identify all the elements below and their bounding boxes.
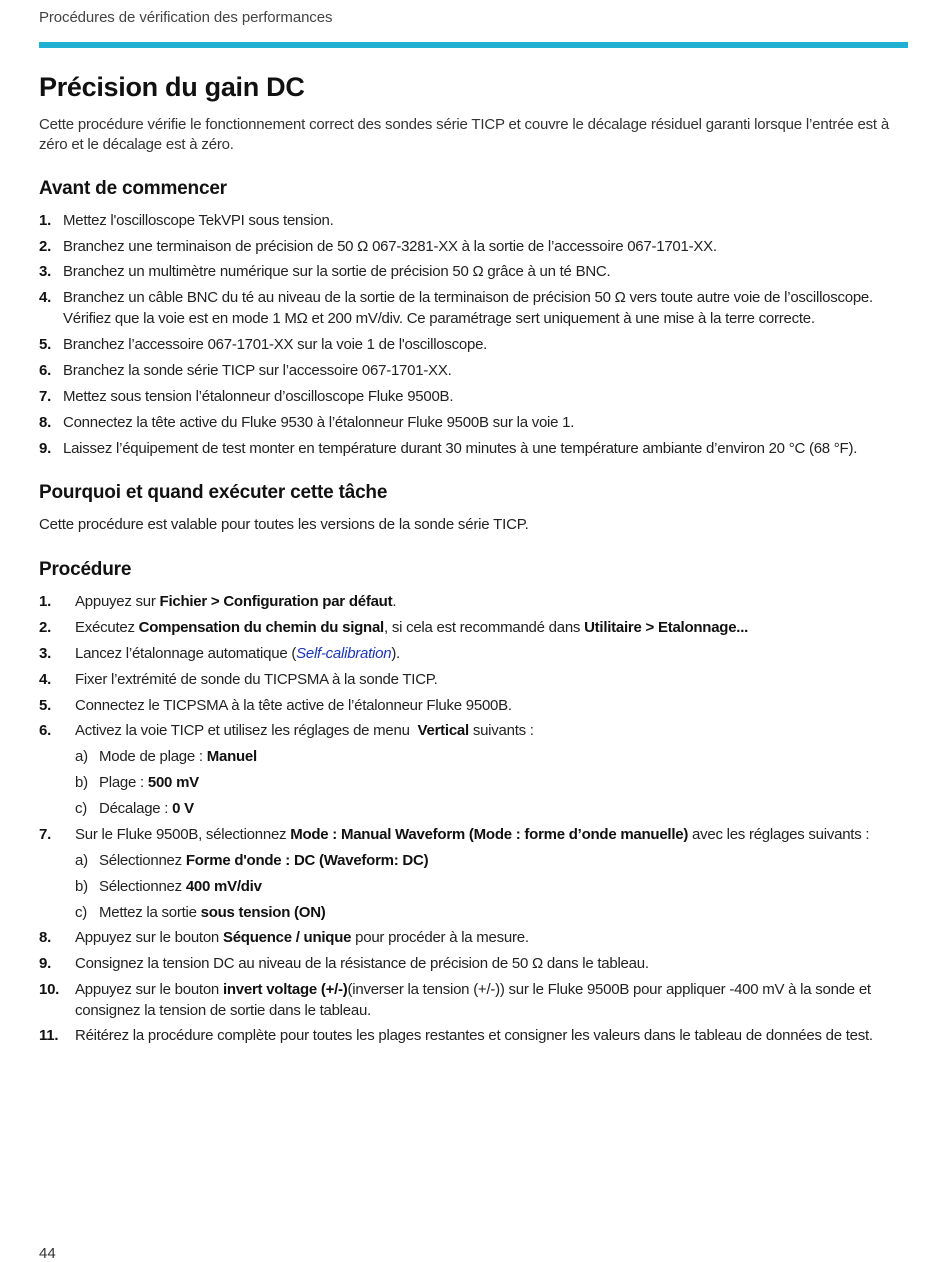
substep-text — [99, 877, 905, 897]
procedure-step-9 — [39, 954, 909, 975]
step-text: Connectez le TICPSMA à la tête active de l’étalonneur Fluke 9500B. — [75, 697, 512, 714]
before-item-8 — [39, 413, 909, 434]
item-number: 5. — [39, 336, 52, 353]
substep-text — [99, 799, 905, 819]
step-text-part: Exécutez — [75, 619, 139, 636]
step-text — [75, 980, 909, 1021]
procedure-step-3 — [39, 644, 909, 665]
step-number: 6. — [39, 722, 52, 739]
setting-value: 500 mV — [147, 774, 199, 791]
step-text — [75, 928, 909, 949]
before-item-5 — [39, 335, 909, 356]
setting-value: 400 mV/div — [185, 878, 262, 895]
step-text-part: pour procéder à la mesure. — [351, 929, 529, 946]
before-item-9 — [39, 439, 909, 460]
substep-letter: b) — [75, 774, 88, 791]
item-number: 3. — [39, 263, 52, 280]
page-number: 44 — [39, 1245, 56, 1262]
step-number: 2. — [39, 619, 52, 636]
procedure-substep-7a — [75, 851, 905, 871]
setting-value: Forme d'onde : DC (Waveform: DC) — [185, 852, 429, 869]
item-number: 1. — [39, 212, 52, 229]
procedure-heading: Procédure — [39, 559, 132, 580]
step-number: 4. — [39, 671, 52, 688]
before-item-1 — [39, 211, 909, 232]
procedure-substep-6c — [75, 799, 905, 819]
substep-letter: b) — [75, 878, 88, 895]
button-name: Séquence / unique — [222, 929, 352, 946]
item-text: Branchez l’accessoire 067-1701-XX sur la voie 1 de l'oscilloscope. — [63, 336, 488, 353]
step-text: Consignez la tension DC au niveau de la résistance de précision de 50 Ω dans le tableau. — [75, 955, 649, 972]
step-text-part: avec les réglages suivants : — [688, 826, 870, 843]
step-number: 3. — [39, 645, 52, 662]
step-text-part: Activez la voie TICP et utilisez les réglages de menu — [75, 722, 418, 739]
substep-letter: c) — [75, 800, 87, 817]
header-rule — [39, 42, 908, 48]
procedure-step-7 — [39, 825, 909, 846]
button-name: invert voltage (+/-) — [222, 981, 348, 998]
item-number: 2. — [39, 238, 52, 255]
procedure-step-10 — [39, 980, 909, 1021]
step-text-part: Appuyez sur le bouton — [75, 929, 223, 946]
page-title: Précision du gain DC — [39, 72, 305, 102]
setting-value: sous tension (ON) — [200, 904, 326, 921]
self-calibration-link[interactable]: Self-calibration — [296, 645, 392, 662]
step-number: 1. — [39, 593, 52, 610]
step-text-part: . — [392, 593, 397, 610]
step-text-part: Sur le Fluke 9500B, sélectionnez — [75, 826, 291, 843]
before-item-3 — [39, 262, 909, 283]
substep-text — [99, 903, 905, 923]
step-text — [75, 644, 909, 665]
procedure-substep-7c — [75, 903, 905, 923]
item-number: 6. — [39, 362, 52, 379]
item-text: Branchez un câble BNC du té au niveau de la sortie de la terminaison de précision 50 Ω vers toute autre voie de l’oscilloscope. Vérifiez que la voie est en mode 1 MΩ et 200 mV/div. Ce paramétrage sert uniquement à une mise à la terre correcte. — [63, 289, 873, 327]
step-text-part: (inverser la tension (+/-)) sur le Fluke 9500B pour appliquer -400 mV à la sonde et consignez la tension de sortie dans le tableau. — [75, 981, 871, 1019]
step-number: 11. — [39, 1027, 59, 1044]
step-number: 5. — [39, 697, 52, 714]
substep-text-part: Sélectionnez — [99, 878, 186, 895]
step-number: 8. — [39, 929, 52, 946]
item-text: Branchez un multimètre numérique sur la sortie de précision 50 Ω grâce à un té BNC. — [63, 263, 611, 280]
substep-text-part: Décalage : — [99, 800, 173, 817]
step-number: 10. — [39, 981, 60, 998]
step-text — [75, 592, 909, 613]
item-number: 7. — [39, 388, 52, 405]
setting-value: Manuel — [206, 748, 257, 765]
procedure-step-8 — [39, 928, 909, 949]
step-text-part: Lancez l’étalonnage automatique ( — [75, 645, 297, 662]
item-text: Branchez une terminaison de précision de 50 Ω 067-3281-XX à la sortie de l’accessoire 067-1701-XX. — [63, 238, 717, 255]
item-number: 8. — [39, 414, 52, 431]
step-text-part: Appuyez sur — [75, 593, 160, 610]
step-number: 7. — [39, 826, 52, 843]
substep-text — [99, 773, 905, 793]
item-text: Laissez l’équipement de test monter en température durant 30 minutes à une température ambiante d’environ 20 °C (68 °F). — [63, 440, 858, 457]
substep-letter: a) — [75, 748, 88, 765]
menu-path: Fichier > Configuration par défaut — [159, 593, 393, 610]
substep-text-part: Mode de plage : — [99, 748, 207, 765]
step-text-part: , si cela est recommandé dans — [383, 619, 585, 636]
item-number: 9. — [39, 440, 52, 457]
procedure-step-6 — [39, 721, 909, 742]
procedure-substep-7b — [75, 877, 905, 897]
substep-text-part: Mettez la sortie — [99, 904, 201, 921]
mode-name: Mode : Manual Waveform (Mode : forme d’onde manuelle) — [290, 826, 689, 843]
substep-letter: c) — [75, 904, 87, 921]
item-text: Connectez la tête active du Fluke 9530 à l’étalonneur Fluke 9500B sur la voie 1. — [63, 414, 575, 431]
step-text-part: ). — [391, 645, 400, 662]
before-item-7 — [39, 387, 909, 408]
step-text: Réitérez la procédure complète pour toutes les plages restantes et consigner les valeurs dans le tableau de données de test. — [75, 1027, 873, 1044]
item-text: Branchez la sonde série TICP sur l’accessoire 067-1701-XX. — [63, 362, 452, 379]
step-text — [75, 721, 909, 742]
menu-path: Utilitaire > Etalonnage... — [584, 619, 749, 636]
why-heading: Pourquoi et quand exécuter cette tâche — [39, 482, 388, 503]
step-text-part: Appuyez sur le bouton — [75, 981, 223, 998]
item-text: Mettez l'oscilloscope TekVPI sous tension. — [63, 212, 334, 229]
substep-text-part: Plage : — [99, 774, 148, 791]
substep-text-part: Sélectionnez — [99, 852, 186, 869]
procedure-substep-6b — [75, 773, 905, 793]
procedure-step-11 — [39, 1026, 909, 1047]
procedure-substep-6a — [75, 747, 905, 767]
step-text-part: suivants : — [468, 722, 534, 739]
procedure-step-4 — [39, 670, 909, 691]
step-text — [75, 825, 909, 846]
item-number: 4. — [39, 289, 52, 306]
procedure-step-5 — [39, 696, 909, 717]
item-text: Mettez sous tension l’étalonneur d’oscilloscope Fluke 9500B. — [63, 388, 454, 405]
function-name: Compensation du chemin du signal — [138, 619, 384, 636]
substep-text — [99, 747, 905, 767]
why-paragraph: Cette procédure est valable pour toutes les versions de la sonde série TICP. — [39, 516, 529, 533]
before-item-2 — [39, 237, 909, 258]
step-text — [75, 618, 909, 639]
procedure-step-2 — [39, 618, 909, 639]
before-heading: Avant de commencer — [39, 178, 227, 199]
setting-value: 0 V — [172, 800, 194, 817]
before-item-6 — [39, 361, 909, 382]
running-header: Procédures de vérification des performances — [39, 9, 333, 26]
intro-paragraph: Cette procédure vérifie le fonctionnement correct des sondes série TICP et couvre le décalage résiduel garanti lorsque l’entrée est à zéro et le décalage est à zéro. — [39, 116, 889, 153]
menu-name: Vertical — [417, 722, 469, 739]
before-item-4 — [39, 288, 909, 329]
substep-letter: a) — [75, 852, 88, 869]
substep-text — [99, 851, 905, 871]
step-number: 9. — [39, 955, 52, 972]
procedure-step-1 — [39, 592, 909, 613]
step-text: Fixer l’extrémité de sonde du TICPSMA à la sonde TICP. — [75, 671, 438, 688]
